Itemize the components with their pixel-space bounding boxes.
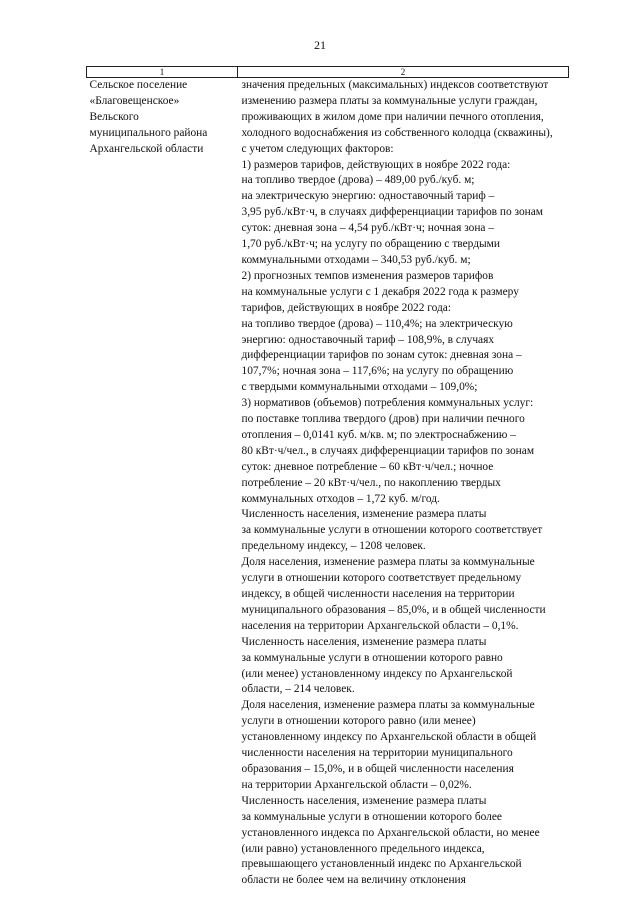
description-line: холодного водоснабжения из собственного колодца (скважины), [241,126,553,139]
description-line: на топливо твердое (дрова) – 489,00 руб./куб. м; [241,174,475,187]
description-line: по поставке топлива твердого (дров) при наличии печного [241,413,525,426]
description-line: 107,7%; ночная зона – 117,6%; на услугу по обращению [241,365,514,378]
description-line: индексу, в общей численности населения на территории [241,588,515,600]
description-line: тарифов, действующих в ноябре 2022 года: [241,301,452,314]
description-line: установленному индексу по Архангельской области в общей [241,731,537,744]
page-number: 21 [314,38,326,52]
description-line: за коммунальные услуги в отношении которого равно [241,651,503,664]
description-line: на коммунальные услуги с 1 декабря 2022 года к размеру [241,285,519,298]
description-line: энергию: одноставочный тариф – 108,9%, в случаях [241,333,495,346]
description-line: за коммунальные услуги в отношении которого более [241,810,502,823]
description-line: коммунальными отходами – 340,53 руб./куб. м; [241,253,471,266]
description-line: суток: дневное потребление – 60 кВт·ч/чел.; ночное [241,460,494,473]
description-line: на территории Архангельской области – 0,02%. [241,778,472,791]
description-line: потребление – 20 кВт·ч/чел., по накоплению твердых [241,476,501,489]
description-line: услуги в отношении которого соответствует предельному [241,572,522,585]
description-line: с учетом следующих факторов: [241,142,394,155]
description-line: услуги в отношении которого равно (или менее) [241,715,476,728]
municipality-name-line: «Благовещенское» [89,94,180,107]
description-line: за коммунальные услуги в отношении которого соответствует [241,524,543,537]
description-line: численности населения на территории муниципального [241,747,513,760]
description-line: установленного индекса по Архангельской области, но менее [241,826,540,839]
description-line: значения предельных (максимальных) индексов соответствуют [241,79,549,91]
description-line: образования – 15,0%, и в общей численности населения [241,762,514,775]
description-line: (или менее) установленному индексу по Архангельской [241,667,513,680]
description-line: проживающих в жилом доме при наличии печного отопления, [241,110,544,123]
municipality-name-line: Сельское поселение [89,79,188,91]
municipality-name-line: муниципального района [89,126,208,139]
tariff-table [86,66,569,889]
description-line: 80 кВт·ч/чел., в случаях дифференциации тарифов по зонам [241,444,535,457]
description-line: на электрическую энергию: одноставочный тариф – [241,190,495,203]
description-line: 3) нормативов (объемов) потребления коммунальных услуг: [241,397,534,410]
description-line: (или равно) установленного предельного индекса, [241,842,485,855]
table-row [87,78,569,890]
description-line: Численность населения, изменение размера платы [241,635,487,648]
description-line: Доля населения, изменение размера платы за коммунальные [241,699,535,712]
description-line: отопления – 0,0141 куб. м/кв. м; по электроснабжению – [241,428,516,441]
municipality-name-line: Вельского [89,110,139,123]
description-line: Численность населения, изменение размера платы [241,508,487,521]
description-line: на топливо твердое (дрова) – 110,4%; на электрическую [241,317,513,330]
description-line: муниципального образования – 85,0%, и в общей численности [241,603,546,616]
description-line: суток: дневная зона – 4,54 руб./кВт·ч; ночная зона – [241,222,495,235]
description-line: предельному индексу, – 1208 человек. [241,540,426,553]
table-header-row [87,67,569,78]
description-line: 2) прогнозных темпов изменения размеров тарифов [241,269,494,282]
column-header-2: 2 [238,67,569,78]
description-cell [238,78,569,890]
description-line: 3,95 руб./кВт·ч, в случаях дифференциации тарифов по зонам [241,206,543,219]
description-line: области не более чем на величину отклонения [241,874,466,887]
municipality-cell [87,78,238,890]
description-line: коммунальных отходов – 1,72 куб. м/год. [241,492,440,505]
column-header-1: 1 [87,67,238,78]
description-line: превышающего установленный индекс по Архангельской [241,858,522,871]
description-line: с твердыми коммунальными отходами – 109,0%; [241,381,478,394]
description-line: области, – 214 человек. [241,683,355,696]
description-line: Доля населения, изменение размера платы за коммунальные [241,556,535,569]
description-line: дифференциации тарифов по зонам суток: дневная зона – [241,349,522,362]
description-line: изменению размера платы за коммунальные услуги граждан, [241,94,538,107]
description-line: населения на территории Архангельской области – 0,1%. [241,619,519,632]
description-line: 1) размеров тарифов, действующих в ноябре 2022 года: [241,158,511,171]
municipality-name-line: Архангельской области [89,142,204,155]
description-line: 1,70 руб./кВт·ч; на услугу по обращению с твердыми [241,238,500,251]
description-line: Численность населения, изменение размера платы [241,794,487,807]
